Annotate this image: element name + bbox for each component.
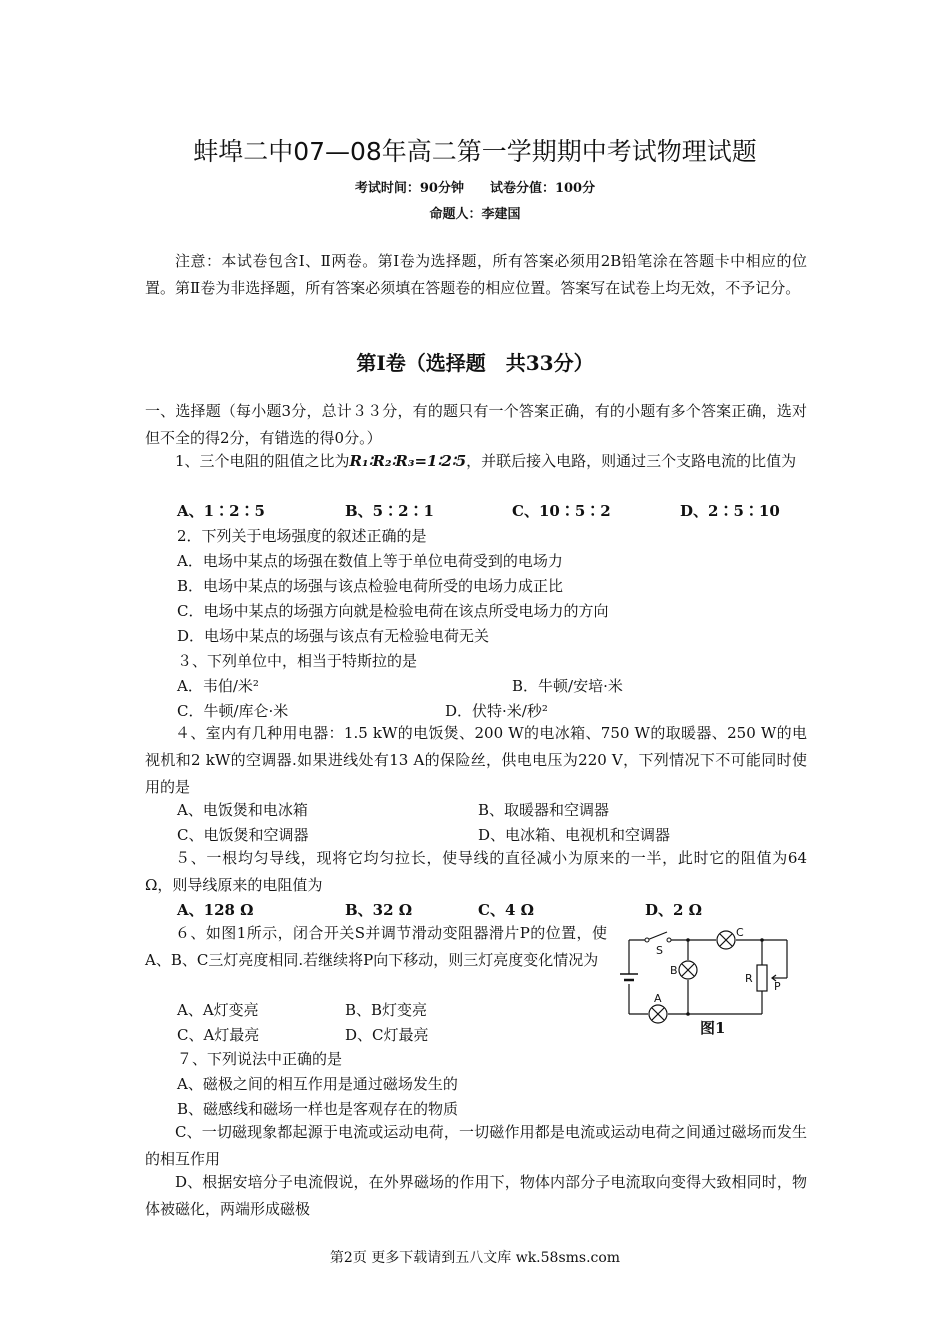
question-6-stem: ６、如图1所示，闭合开关S并调节滑动变阻器滑片P的位置，使A、B、C三灯亮度相同.若继续将P向下移动，则三灯亮度变化情况为 [145, 924, 607, 969]
circuit-diagram [612, 922, 812, 1027]
label-slider: P [774, 980, 781, 993]
label-lamp-b: B [670, 964, 678, 977]
exam-info: 考试时间：90分钟 试卷分值：100分 [354, 181, 596, 196]
q1-option-b: B、5∶2∶1 [345, 502, 434, 520]
q7-option-a: A、磁极之间的相互作用是通过磁场发生的 [177, 1075, 458, 1093]
q2-option-d: D．电场中某点的场强与该点有无检验电荷无关 [177, 627, 490, 645]
q5-option-c: C、4 Ω [478, 901, 534, 919]
q3-option-b: B．牛顿/安培·米 [512, 677, 623, 695]
q1-option-c: C、10∶5∶2 [512, 502, 611, 520]
q7-option-c: C、一切磁现象都起源于电流或运动电荷，一切磁作用都是电流或运动电荷之间通过磁场而发生的相互作用 [145, 1123, 807, 1168]
q6-option-c: C、A灯最亮 [177, 1026, 260, 1044]
page-title: 蚌埠二中07—08年高二第一学期期中考试物理试题 [193, 137, 757, 166]
label-lamp-c: C [736, 926, 744, 939]
label-resistor: R [745, 972, 753, 985]
q4-option-b: B、取暖器和空调器 [478, 801, 610, 819]
q2-option-c: C．电场中某点的场强方向就是检验电荷在该点所受电场力的方向 [177, 602, 609, 620]
label-switch: S [656, 944, 663, 957]
q3-option-d: D．伏特·米/秒² [445, 702, 548, 720]
part-title: 第Ⅰ卷（选择题 共33分） [356, 351, 594, 375]
q7-option-b: B、磁感线和磁场一样也是客观存在的物质 [177, 1100, 459, 1118]
question-7-stem: ７、下列说法中正确的是 [177, 1050, 343, 1068]
q1-stem-a: 1、三个电阻的阻值之比为 [175, 452, 350, 470]
figure-caption: 图1 [700, 1019, 726, 1037]
q2-option-b: B．电场中某点的场强与该点检验电荷所受的电场力成正比 [177, 577, 564, 595]
exam-author: 命题人：李建国 [429, 207, 521, 222]
page-footer: 第2页 更多下载请到五八文库 wk.58sms.com [329, 1250, 621, 1266]
section-intro: 一、选择题（每小题3分，总计３３分，有的题只有一个答案正确，有的小题有多个答案正确，选对但不全的得2分，有错选的得0分。） [145, 402, 807, 447]
q1-ratio: R₁∶R₂∶R₃=1∶2∶5 [349, 452, 467, 470]
q5-option-d: D、2 Ω [645, 901, 703, 919]
q5-option-b: B、32 Ω [345, 901, 413, 919]
question-4-stem: ４、室内有几种用电器：1.5 kW的电饭煲、200 W的电冰箱、750 W的取暖器、250 W的电视机和2 kW的空调器.如果进线处有13 A的保险丝，供电电压为220 V，下列情况下不可能同时使用的是 [145, 724, 807, 796]
notice-paragraph: 注意：本试卷包含Ⅰ、Ⅱ两卷。第Ⅰ卷为选择题，所有答案必须用2B铅笔涂在答题卡中相应的位置。第Ⅱ卷为非选择题，所有答案必须填在答题卷的相应位置。答案写在试卷上均无效，不予记分。 [145, 252, 807, 297]
q1-option-d: D、2∶5∶10 [680, 502, 780, 520]
q3-option-a: A．韦伯/米² [177, 677, 259, 695]
q4-option-c: C、电饭煲和空调器 [177, 826, 309, 844]
q3-option-c: C．牛顿/库仑·米 [177, 702, 289, 720]
q7-option-d: D、根据安培分子电流假说，在外界磁场的作用下，物体内部分子电流取向变得大致相同时，物体被磁化，两端形成磁极 [145, 1173, 807, 1218]
q1-stem-b: ，并联后接入电路，则通过三个支路电流的比值为 [466, 452, 797, 470]
q4-option-d: D、电冰箱、电视机和空调器 [478, 826, 671, 844]
q5-option-a: A、128 Ω [177, 901, 254, 919]
question-1-stem [145, 448, 807, 475]
q1-option-a: A、1∶2∶5 [177, 502, 265, 520]
q6-option-b: B、B灯变亮 [345, 1001, 428, 1019]
q6-option-d: D、C灯最亮 [345, 1026, 429, 1044]
q2-option-a: A．电场中某点的场强在数值上等于单位电荷受到的电场力 [177, 552, 563, 570]
label-lamp-a: A [654, 992, 662, 1005]
question-5-stem: ５、一根均匀导线，现将它均匀拉长，使导线的直径减小为原来的一半，此时它的阻值为64 Ω，则导线原来的电阻值为 [145, 849, 807, 894]
q4-option-a: A、电饭煲和电冰箱 [177, 801, 308, 819]
question-2-stem: 2．下列关于电场强度的叙述正确的是 [177, 527, 427, 545]
q6-option-a: A、A灯变亮 [177, 1001, 259, 1019]
question-3-stem: ３、下列单位中，相当于特斯拉的是 [177, 652, 418, 670]
